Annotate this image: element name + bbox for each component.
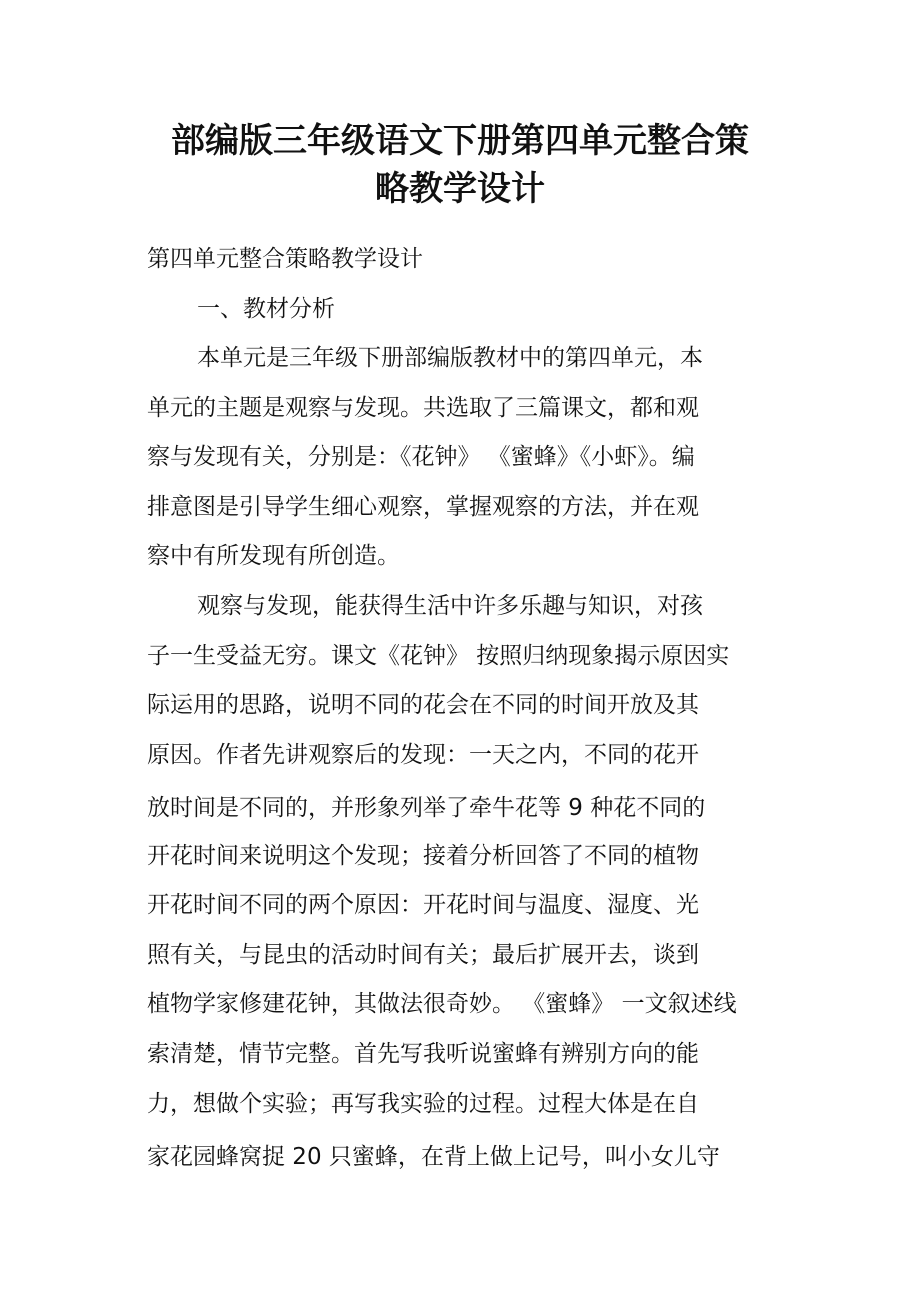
title-line-1: 部编版三年级语文下册第四单元整合策 [171, 121, 749, 161]
paragraph-line: 索清楚，情节完整。首先写我听说蜜蜂有辨别方向的能 [147, 1041, 699, 1067]
paragraph-line: 家花园蜂窝捉 20 只蜜蜂，在背上做上记号，叫小女儿守 [147, 1144, 720, 1170]
paragraph-line: 力，想做个实验；再写我实验的过程。过程大体是在自 [147, 1091, 699, 1117]
paragraph-line: 察与发现有关，分别是：《花钟》 《蜜蜂》《小虾》。编 [147, 444, 695, 470]
paragraph-line: 开花时间来说明这个发现；接着分析回答了不同的植物 [147, 843, 699, 869]
paragraph-line: 观察与发现，能获得生活中许多乐趣与知识，对孩 [197, 593, 703, 619]
paragraph-line: 放时间是不同的，并形象列举了牵牛花等 9 种花不同的 [147, 795, 706, 821]
paragraph-line: 本单元是三年级下册部编版教材中的第四单元，本 [197, 345, 703, 371]
title-line-2: 略教学设计 [375, 169, 545, 209]
paragraph-line: 单元的主题是观察与发现。共选取了三篇课文，都和观 [147, 395, 699, 421]
section-heading: 一、教材分析 [197, 296, 335, 322]
paragraph-line: 察中有所发现有所创造。 [147, 543, 400, 569]
paragraph-line: 开花时间不同的两个原因：开花时间与温度、湿度、光 [147, 892, 699, 918]
paragraph-line: 照有关，与昆虫的活动时间有关；最后扩展开去，谈到 [147, 942, 699, 968]
paragraph-line: 原因。作者先讲观察后的发现：一天之内，不同的花开 [147, 742, 699, 768]
paragraph-line: 际运用的思路，说明不同的花会在不同的时间开放及其 [147, 692, 699, 718]
paragraph-line: 植物学家修建花钟，其做法很奇妙。 《蜜蜂》 一文叙述线 [147, 991, 737, 1017]
subtitle: 第四单元整合策略教学设计 [147, 246, 423, 272]
paragraph-line: 子一生受益无穷。课文《花钟》 按照归纳现象揭示原因实 [147, 643, 730, 669]
paragraph-line: 排意图是引导学生细心观察，掌握观察的方法，并在观 [147, 494, 699, 520]
